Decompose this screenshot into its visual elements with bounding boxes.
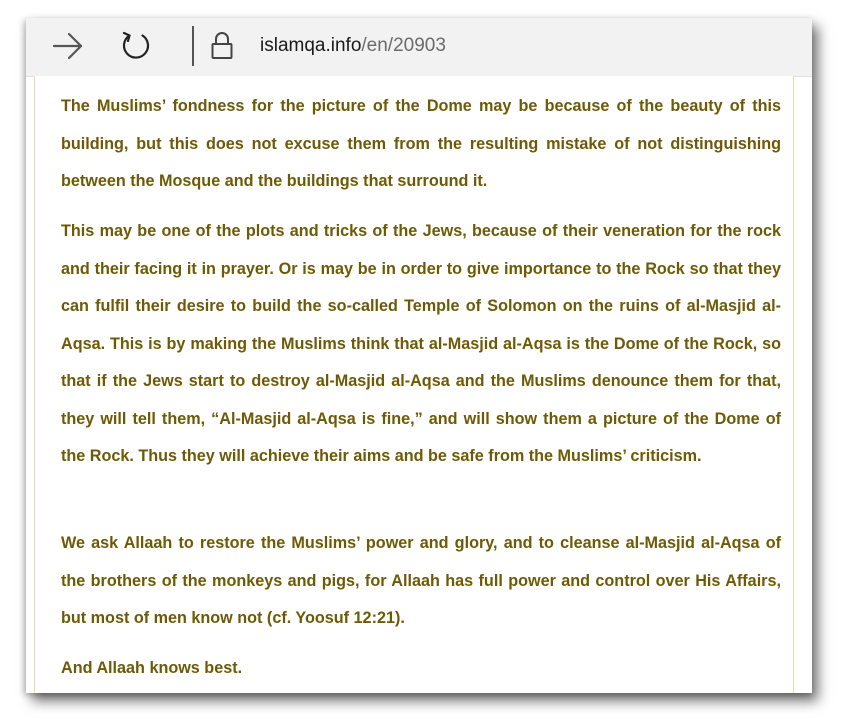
lock-icon[interactable] bbox=[210, 30, 234, 62]
url-path: /en/20903 bbox=[361, 35, 446, 56]
article-paragraph: This may be one of the plots and tricks of the Jews, because of their veneration for the rock and their facing it in prayer. Or is may be in order to give importance to the Rock so that they can fulfil their desire to build the so-called Temple of Solomon on the ruins of al-Masjid al-Aqsa. This is by making the Muslims think that al-Masjid al-Aqsa is the Dome of the Rock, so that if the Jews start to destroy al-Masjid al-Aqsa and the Muslims denounce them for that, they will tell them, “Al-Masjid al-Aqsa is fine,” and will show them a picture of the Dome of the Rock. Thus they will achieve their aims and be safe from the Muslims’ criticism. bbox=[61, 222, 781, 465]
url-domain: islamqa.info bbox=[260, 35, 362, 56]
article-closing: And Allaah knows best. bbox=[61, 659, 243, 677]
forward-arrow-icon[interactable] bbox=[50, 30, 86, 62]
toolbar-separator bbox=[192, 26, 194, 66]
browser-toolbar bbox=[26, 18, 812, 77]
article-paragraph: The Muslims’ fondness for the picture of the Dome may be because of the beauty of this building, but this does not excuse them from the resulting mistake of not distinguishing between the Mosque and the buildings that surround it. bbox=[61, 97, 781, 190]
address-bar[interactable] bbox=[260, 34, 446, 58]
article-content bbox=[34, 76, 794, 693]
browser-window bbox=[26, 18, 812, 693]
refresh-icon[interactable] bbox=[118, 28, 154, 64]
article-paragraph: We ask Allaah to restore the Muslims’ power and glory, and to cleanse al-Masjid al-Aqsa of the brothers of the monkeys and pigs, for Allaah has full power and control over His Affairs, but most of men know not (cf. Yoosuf 12:21). bbox=[61, 534, 781, 627]
